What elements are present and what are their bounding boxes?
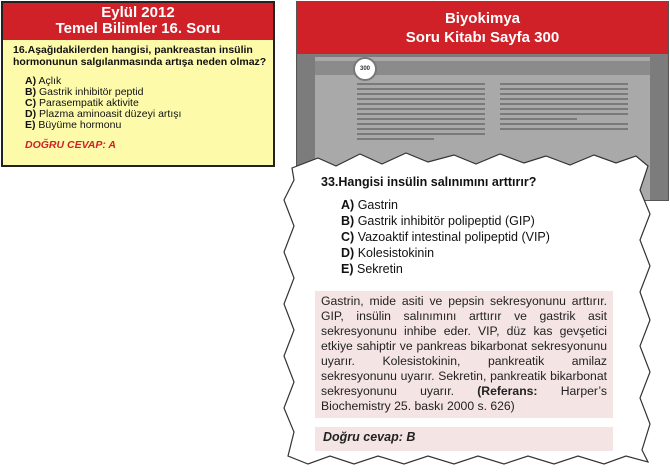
option-letter: D) [341, 246, 355, 260]
option-letter: C) [25, 97, 37, 109]
exam-question-card [1, 1, 275, 167]
exam-options-list [25, 76, 267, 131]
zoomed-option [341, 229, 621, 245]
option-letter: E) [341, 262, 354, 276]
zoomed-option [341, 245, 621, 261]
explanation-paragraph [321, 294, 607, 414]
option-text: Plazma aminoasit düzeyi artışı [39, 108, 182, 120]
exam-question [13, 44, 267, 68]
option-letter: B) [341, 214, 355, 228]
reference-text: Harper’s Biochemistry 25. baskı 2000 s. 626) [321, 384, 608, 413]
reference-label: (Referans: [477, 384, 538, 398]
option-text: Sekretin [356, 262, 403, 276]
zoomed-option [341, 261, 621, 277]
exam-body [3, 40, 273, 151]
option-text: Büyüme hormonu [38, 119, 122, 131]
option-letter: C) [341, 230, 355, 244]
exam-title-question: Temel Bilimler 16. Soru [55, 20, 221, 37]
zoomed-question-text: 33.Hangisi insülin salınımını arttırır? [321, 175, 537, 189]
exam-title-date: Eylül 2012 [101, 4, 175, 21]
exam-correct-answer: DOĞRU CEVAP: A [25, 139, 117, 151]
page-number-badge: 300 [353, 57, 377, 81]
book-title: Biyokimya [444, 10, 521, 27]
book-banner [297, 2, 668, 54]
exam-option [25, 120, 267, 131]
option-text: Gastrin [357, 198, 398, 212]
option-letter: A) [25, 75, 37, 87]
option-text: Kolesistokinin [357, 246, 435, 260]
option-text: Parasempatik aktivite [39, 97, 139, 109]
exam-question-text: Aşağıdakilerden hangisi, pankreastan insülin hormonunun salgılanmasında artışa neden olmaz? [13, 44, 267, 68]
zoomed-option [341, 197, 621, 213]
option-text: Açlık [38, 75, 62, 87]
exam-header [3, 3, 273, 40]
option-text: Gastrik inhibitör peptid [39, 86, 144, 98]
zoomed-option [341, 213, 621, 229]
explanation-text: Gastrin, mide asiti ve pepsin sekresyonunu arttırır. GIP, insülin salınımını arttırır ve gastrik asit sekresyonunu inhibe eder. VIP, düz kas gevşetici etkiye sahiptir ve pankreas bikarbonat sekresyonunu uyarır. Kolesistokinin, pankreatik amilaz sekresyonunu uyarır. Sekretin, pankreatik bikarbonat sekresyonunu uyarır. [321, 294, 607, 398]
option-letter: D) [25, 108, 37, 120]
zoomed-question-callout [278, 150, 654, 468]
book-page-label: Soru Kitabı Sayfa 300 [405, 29, 560, 46]
option-letter: B) [25, 86, 37, 98]
option-letter: A) [341, 198, 355, 212]
exam-question-number: 16. [13, 44, 28, 56]
explanation-box [315, 291, 613, 418]
option-text: Gastrik inhibitör polipeptid (GIP) [357, 214, 535, 228]
option-letter: E) [25, 119, 36, 131]
option-text: Vazoaktif intestinal polipeptid (VIP) [357, 230, 550, 244]
zoomed-correct-answer: Doğru cevap: B [315, 427, 613, 451]
zoomed-question [321, 175, 621, 277]
zoomed-options-list [341, 197, 621, 277]
